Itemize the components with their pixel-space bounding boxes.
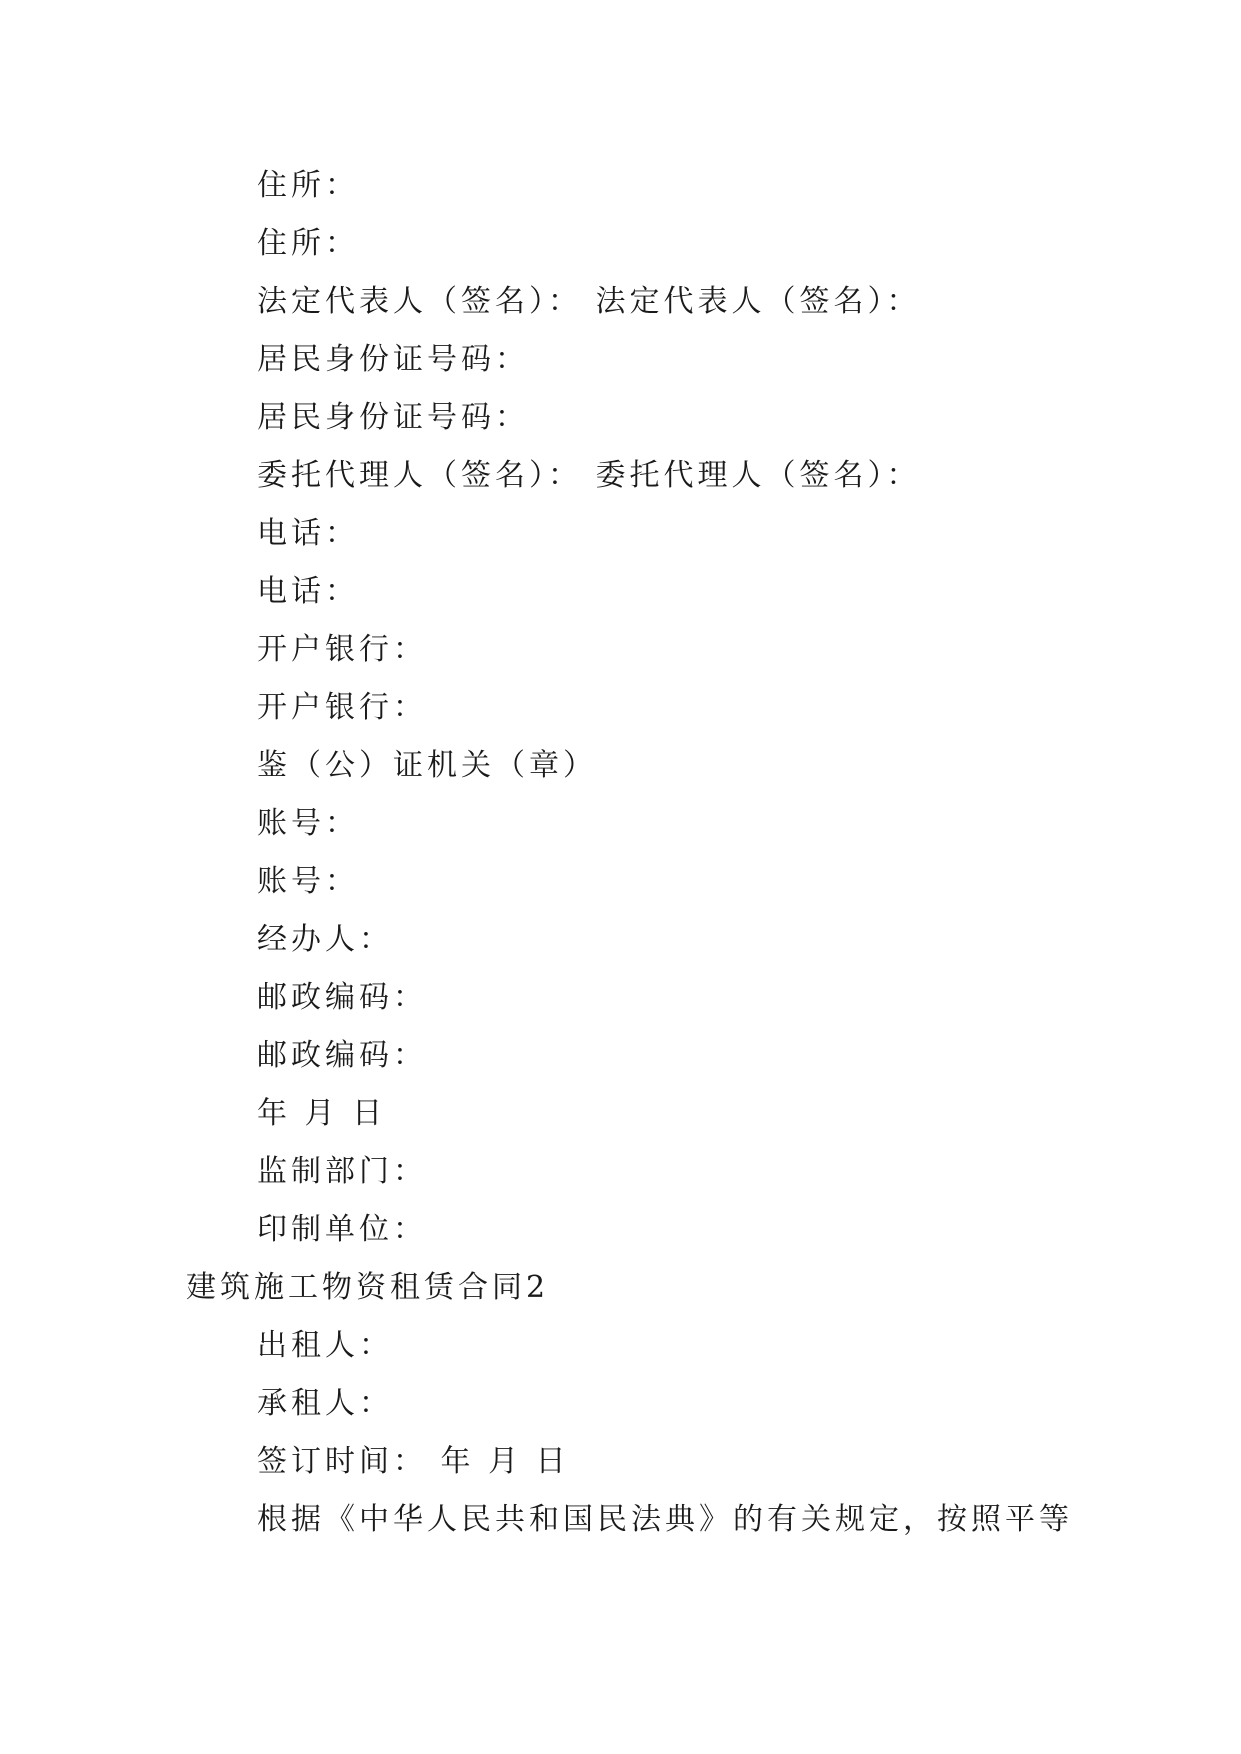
legal-representative-line: 法定代表人（签名）： 法定代表人（签名）： — [257, 284, 921, 319]
address-line-2: 住所： — [257, 226, 359, 261]
contract-title: 建筑施工物资租赁合同2 — [186, 1270, 550, 1305]
bank-line-2: 开户银行： — [257, 690, 427, 725]
account-line-2: 账号： — [257, 864, 359, 899]
phone-line-1: 电话： — [257, 516, 359, 551]
handler-line: 经办人： — [257, 922, 393, 957]
lessor-line: 出租人： — [257, 1328, 393, 1363]
signing-date-line: 签订时间： 年 月 日 — [257, 1444, 570, 1479]
authorized-agent-line: 委托代理人（签名）： 委托代理人（签名）： — [257, 458, 921, 493]
id-number-line-1: 居民身份证号码： — [257, 342, 529, 377]
bank-line-1: 开户银行： — [257, 632, 427, 667]
account-line-1: 账号： — [257, 806, 359, 841]
postcode-line-1: 邮政编码： — [257, 980, 427, 1015]
notary-office-line: 鉴（公）证机关（章） — [257, 748, 597, 783]
supervising-dept-line: 监制部门： — [257, 1154, 427, 1189]
phone-line-2: 电话： — [257, 574, 359, 609]
lessee-line: 承租人： — [257, 1386, 393, 1421]
date-line: 年 月 日 — [257, 1096, 387, 1131]
postcode-line-2: 邮政编码： — [257, 1038, 427, 1073]
id-number-line-2: 居民身份证号码： — [257, 400, 529, 435]
body-paragraph-start: 根据《中华人民共和国民法典》的有关规定，按照平等 — [257, 1502, 1073, 1537]
printing-unit-line: 印制单位： — [257, 1212, 427, 1247]
address-line-1: 住所： — [257, 168, 359, 203]
